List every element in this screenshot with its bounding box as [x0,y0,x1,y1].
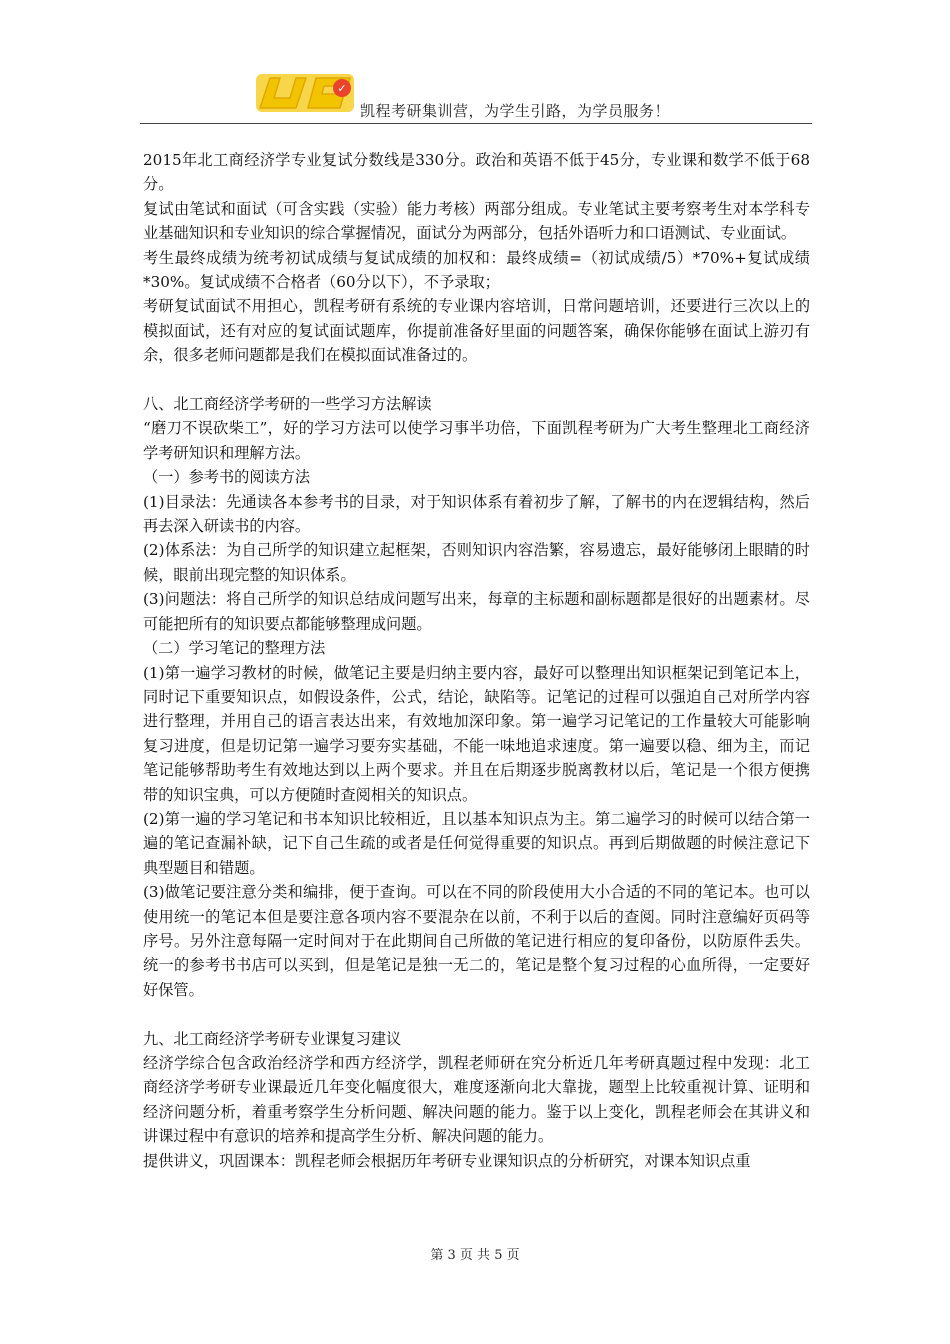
paragraph: (3)做笔记要注意分类和编排，便于查询。可以在不同的阶段使用大小合适的不同的笔记本。也可以使用统一的笔记本但是要注意各项内容不要混杂在以前，不利于以后的查阅。同时注意编好页码等序号。另外注意每隔一定时间对于在此期间自己所做的笔记进行相应的复印备份，以防原件丢失。统一的参考书书店可以买到，但是笔记是独一无二的，笔记是整个复习过程的心血所得，一定要好好保管。 [143,883,810,999]
blank-line [143,1002,810,1026]
paragraph: 考研复试面试不用担心，凯程考研有系统的专业课内容培训，日常问题培训，还要进行三次以上的模拟面试，还有对应的复试面试题库，你提前准备好里面的问题答案，确保你能够在面试上游刃有余，很多老师问题都是我们在模拟面试准备过的。 [143,297,810,365]
section-heading-9: 九、北工商经济学考研专业课复习建议 [143,1029,402,1048]
paragraph: “磨刀不误砍柴工”，好的学习方法可以使学习事半功倍，下面凯程考研为广大考生整理北工商经济学考研知识和理解方法。 [143,419,810,462]
paragraph: (1)第一遍学习教材的时候，做笔记主要是归纳主要内容，最好可以整理出知识框架记到笔记本上，同时记下重要知识点，如假设条件，公式，结论，缺陷等。记笔记的过程可以强迫自己对所学内容进行整理，并用自己的语言表达出来，有效地加深印象。第一遍学习记笔记的工作量较大可能影响复习进度，但是切记第一遍学习要夯实基础，不能一味地追求速度。第一遍要以稳、细为主，而记笔记能够帮助考生有效地达到以上两个要求。并且在后期逐步脱离教材以后，笔记是一个很方便携带的知识宝典，可以方便随时查阅相关的知识点。 [143,663,810,804]
paragraph: (2)第一遍的学习笔记和书本知识比较相近，且以基本知识点为主。第二遍学习的时候可以结合第一遍的笔记查漏补缺，记下自己生疏的或者是任何觉得重要的知识点。再到后期做题的时候注意记下典型题目和错题。 [143,809,810,877]
svg-text:✓: ✓ [337,82,347,95]
page-footer: 第 3 页 共 5 页 [430,1248,520,1263]
paragraph: 提供讲义，巩固课本：凯程老师会根据历年考研专业课知识点的分析研究，对课本知识点重 [143,1151,751,1170]
paragraph: (3)问题法：将自己所学的知识总结成问题写出来，每章的主标题和副标题都是很好的出题素材。尽可能把所有的知识要点都能够整理成问题。 [143,590,810,633]
header-slogan: 凯程考研集训营，为学生引路，为学员服务！ [360,102,671,120]
section-heading-8: 八、北工商经济学考研的一些学习方法解读 [143,395,432,414]
paragraph: 复试由笔试和面试（可含实践（实验）能力考核）两部分组成。专业笔试主要考察考生对本学科专业基础知识和专业知识的综合掌握情况，面试分为两部分，包括外语听力和口语测试、专业面试。 [143,199,810,243]
paragraph: (2)体系法：为自己所学的知识建立起框架，否则知识内容浩繁，容易遗忘，最好能够闭上眼睛的时候，眼前出现完整的知识体系。 [143,541,810,584]
subsection-heading: （二）学习笔记的整理方法 [143,639,326,658]
paragraph: 考生最终成绩为统考初试成绩与复试成绩的加权和：最终成绩=（初试成绩/5）*70%+复试成绩*30%。复试成绩不合格者（60分以下），不予录取； [143,248,810,292]
header-rule [140,123,812,124]
blank-line [143,368,810,392]
paragraph: 经济学综合包含政治经济学和西方经济学，凯程老师研在究分析近几年考研真题过程中发现：北工商经济学考研专业课最近几年变化幅度很大，难度逐渐向北大靠拢，题型上比较重视计算、证明和经济问题分析，着重考察学生分析问题、解决问题的能力。鉴于以上变化，凯程老师会在其讲义和讲课过程中有意识的培养和提高学生分析、解决问题的能力。 [143,1054,810,1146]
document-body [143,148,810,1173]
paragraph: 2015年北工商经济学专业复试分数线是330分。政治和英语不低于45分，专业课和数学不低于68分。 [143,151,810,194]
paragraph: (1)目录法：先通读各本参考书的目录，对于知识体系有着初步了解，了解书的内在逻辑结构，然后再去深入研读书的内容。 [143,492,810,536]
kaicheng-logo [250,64,360,120]
subsection-heading: （一）参考书的阅读方法 [143,468,311,487]
page-header [140,62,812,124]
